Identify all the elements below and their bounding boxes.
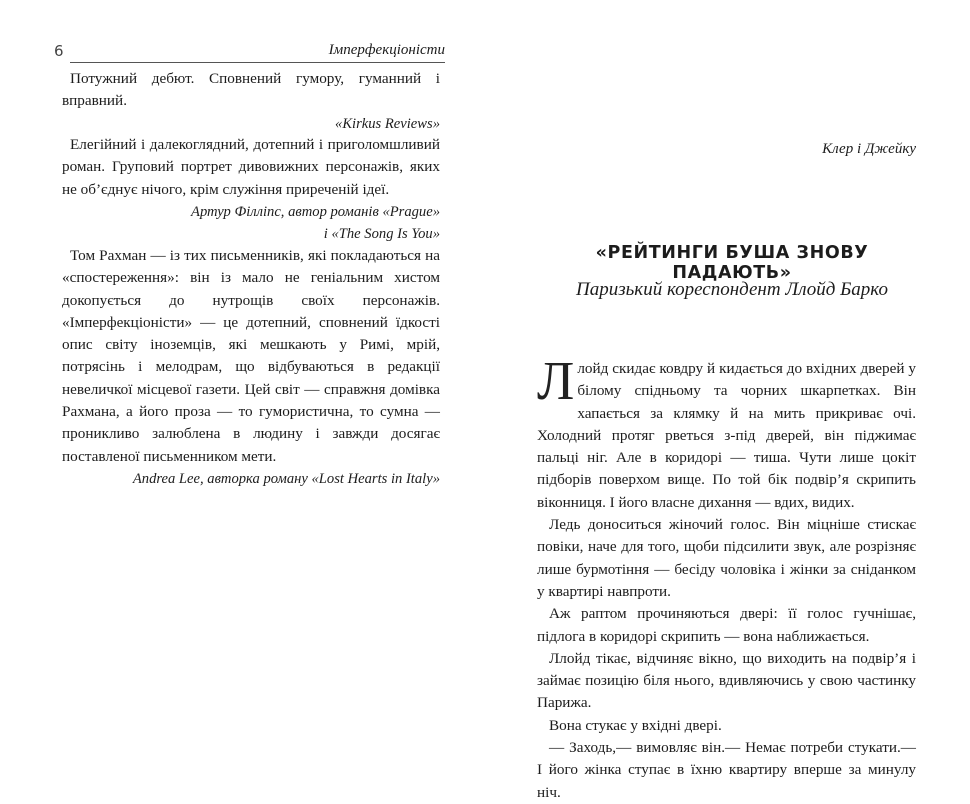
body-paragraph: Ллойд тікає, відчиняє вікно, що виходить на подвір’я і займає позицію біля нього, вдивляючись у свою частинку Парижа. xyxy=(537,649,916,712)
body-paragraph: Аж раптом прочиняються двері: її голос гучнішає, підлога в коридорі скрипить — вона наближається. xyxy=(537,605,916,645)
body-paragraph: Ледь доноситься жіночий голос. Він міцніше стискає повіки, наче для того, щоби підсилити звук, але розрізняє лише бурмотіння — бесіду чоловіка і жінки за сніданком у квартирі навпроти. xyxy=(537,516,916,600)
left-page xyxy=(0,0,485,746)
dedication: Клер і Джейку xyxy=(822,141,916,157)
blurb-attribution: Andrea Lee, авторка роману «Lost Hearts in Italy» xyxy=(132,470,440,487)
body-paragraph: Вона стукає у вхідні двері. xyxy=(549,716,722,734)
chapter-body xyxy=(537,350,916,804)
body-paragraph: — Заходь,— вимовляє він.— Немає потреби стукати.— І його жінка ступає в їхню квартиру вперше за минулу ніч. xyxy=(537,739,916,801)
running-head: Імперфекціоністи xyxy=(328,42,445,58)
blurb-text: Том Рахман — із тих письменників, які покладаються на «спостереження»: він із мало не геніальним хистом докопується до нутрощів своїх персонажів. «Імперфекціоністи» — це дотепний, сповнений їдкості опис світу іноземців, які мешкають у Римі, мрій, потрясінь і мелодрам, що відбуваються в редакції невеличкої місцевої газети. Цей світ — справжня домівка Рахмана, а його проза — то гумористична, то сумна — проникливо залюблена в людину і завжди досягає поставленої письменником мети. xyxy=(62,247,440,465)
header-rule xyxy=(70,62,445,63)
blurb-text: Елегійний і далекоглядний, дотепний і приголомшливий роман. Груповий портрет дивовижних персонажів, яких не об’єднує нічого, крім служіння приреченій ідеї. xyxy=(62,136,440,198)
chapter-subtitle: Паризький кореспондент Ллойд Барко xyxy=(576,279,888,300)
blurb-attribution-line-1: Артур Філліпс, автор романів «Prague» xyxy=(191,203,440,220)
blurb-2 xyxy=(62,134,440,245)
blurb-attribution: «Kirkus Reviews» xyxy=(335,115,440,132)
blurb-text: Потужний дебют. Сповнений гумору, гуманний і вправний. xyxy=(62,70,440,110)
body-paragraph-text: лойд скидає ковдру й кидається до вхідних дверей у білому спідньому та чорних шкарпетках. Він хапається за клямку й на мить прикриває очі. Холодний протяг рветься з-під дверей, він піджимає пальці ніг. Але в коридорі — тиша. Чути лише цокіт підборів поверхом вище. По той бік подвір’я скрипить віконниця. І його власне дихання — вдих, видих. xyxy=(537,360,916,511)
blurb-1 xyxy=(62,68,440,135)
drop-cap: Л xyxy=(537,350,575,411)
blurb-3 xyxy=(62,245,440,490)
page-header xyxy=(54,40,445,62)
chapter-title: «РЕЙТИНГИ БУША ЗНОВУ ПАДАЮТЬ» xyxy=(595,243,869,283)
body-paragraph xyxy=(537,350,916,514)
right-page xyxy=(485,0,970,801)
blurb-attribution-line-2: і «The Song Is You» xyxy=(323,226,440,243)
page-number: 6 xyxy=(54,42,64,60)
